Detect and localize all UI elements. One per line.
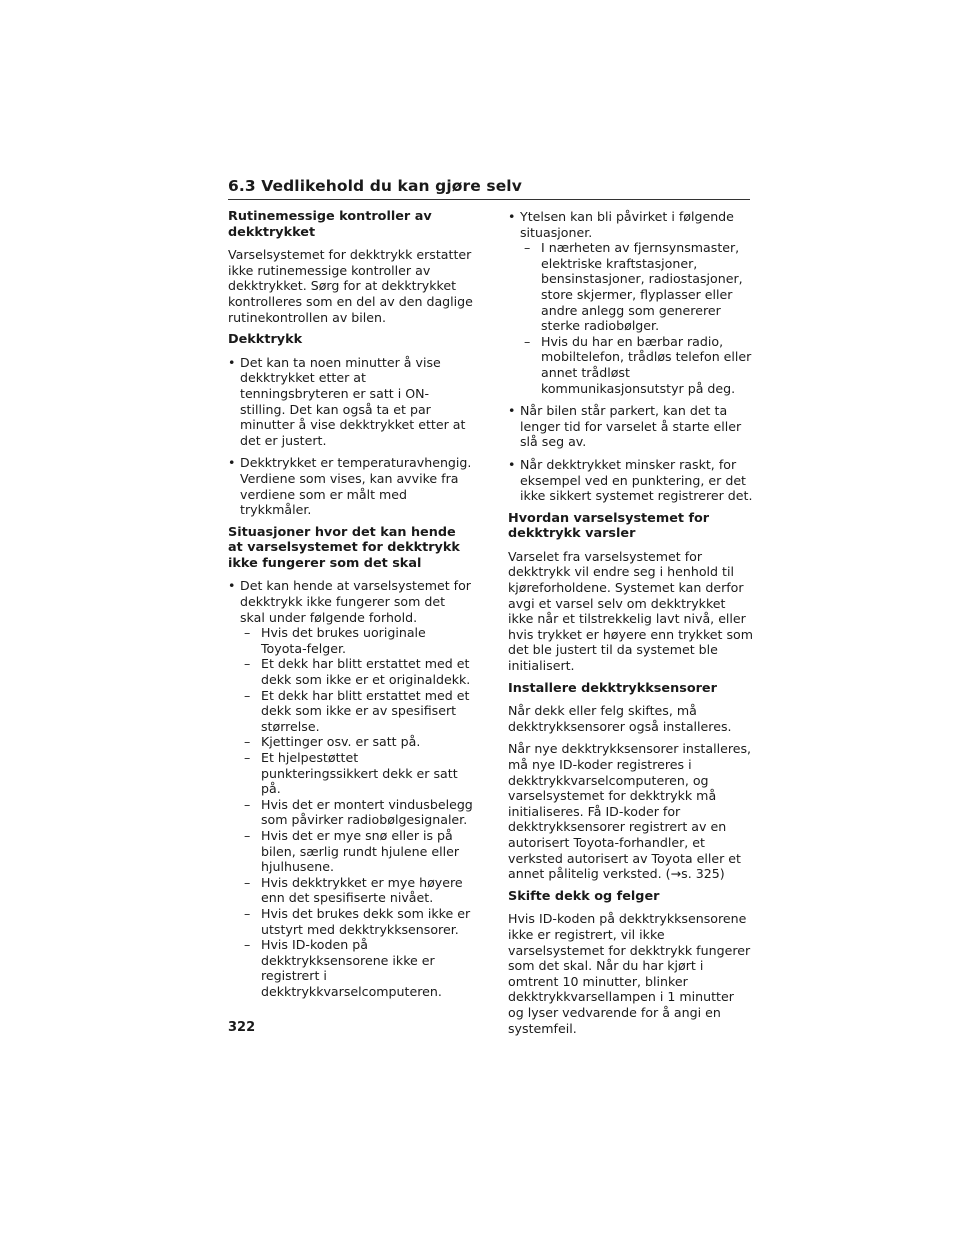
bullet-text: Dekktrykket er temperaturavhengig. Verdiene som vises, kan avvike fra verdiene som er målt med trykkmåler. [240, 455, 472, 518]
bullet-list-performance [508, 209, 753, 504]
dash-item: – Hvis du har en bærbar radio, mobiltelefon, trådløs telefon eller annet trådløst kommunikasjonsutstyr på deg. [520, 334, 753, 396]
dash-item: – Hvis det brukes dekk som ikke er utstyrt med dekktrykksensorer. [240, 906, 473, 937]
bullet-item [228, 455, 473, 517]
paragraph-how-warning-works: Varselet fra varselsystemet for dekktrykk vil endre seg i henhold til kjøreforholdene. Systemet kan derfor avgi et varsel selv om dekktrykket ikke når et tilstrekkelig lavt nivå, eller hvis trykket er høyere enn trykket som det ble justert til da systemet ble initialisert. [508, 548, 754, 674]
heading-malfunction-situations: Situasjoner hvor det kan hende at varselsystemet for dekktrykk ikke fungerer som det skal [228, 524, 460, 571]
heading-install-sensors: Installere dekktrykksensorer [508, 680, 717, 696]
bullet-item [228, 578, 473, 999]
bullet-item [508, 403, 753, 450]
left-column [228, 209, 473, 1007]
bullet-list-malfunction [228, 578, 473, 999]
section-header: 6.3 Vedlikehold du kan gjøre selv [228, 176, 750, 200]
page-number: 322 [228, 1020, 256, 1035]
dash-list-conditions [240, 625, 473, 999]
paragraph-routine-checks: Varselsystemet for dekktrykk erstatter ikke rutinemessige kontroller av dekktrykket. Sørg for at dekktrykket kontrolleres som en del av den daglige rutinekontrollen av bilen. [228, 247, 473, 325]
right-column [508, 209, 753, 1043]
dash-item: – Et dekk har blitt erstattet med et dekk som ikke er av spesifisert størrelse. [240, 688, 473, 735]
dash-item: – Hvis det er montert vindusbelegg som påvirker radiobølgesignaler. [240, 797, 473, 828]
dash-item: – Hvis dekktrykket er mye høyere enn det spesifiserte nivået. [240, 875, 473, 906]
bullet-item [508, 209, 753, 396]
dash-item: – Et dekk har blitt erstattet med et dekk som ikke er et originaldekk. [240, 656, 473, 687]
bullet-item [508, 457, 753, 504]
paragraph-change-tires: Hvis ID-koden på dekktrykksensorene ikke er registrert, vil ikke varselsystemet for dekktrykk fungerer som det skal. Når du har kjørt i omtrent 10 minutter, blinker dekktrykkvarsellampen i 1 minutter og lyser vedvarende for å angi en systemfeil. [508, 911, 751, 1036]
dash-item: – Et hjelpestøttet punkteringssikkert dekk er satt på. [240, 750, 473, 797]
heading-how-warning-works: Hvordan varselsystemet for dekktrykk varsler [508, 510, 710, 542]
paragraph-install-sensors-2: Når nye dekktrykksensorer installeres, må nye ID-koder registreres i dekktrykkvarselcomputeren, og varselsystemet for dekktrykk må initialiseres. Få ID-koder for dekktrykksensorer registrert av en autorisert Toyota-forhandler, et verksted autorisert av Toyota eller et annet pålitelig verksted. (→s. 325) [508, 741, 752, 882]
dash-list-situations [520, 240, 753, 396]
dash-item: – Hvis det er mye snø eller is på bilen, særlig rundt hjulene eller hjulhusene. [240, 828, 473, 875]
bullet-text: Når dekktrykket minsker raskt, for eksempel ved en punktering, er det ikke sikkert systemet registrerer det. [520, 456, 753, 504]
bullet-text: Det kan ta noen minutter å vise dekktrykket etter at tenningsbryteren er satt i ON-stilling. Det kan også ta et par minutter å vise dekktrykket etter at det er justert. [240, 354, 466, 448]
heading-change-tires: Skifte dekk og felger [508, 888, 660, 904]
dash-item: – Hvis det brukes uoriginale Toyota-felger. [240, 625, 473, 656]
dash-item: – I nærheten av fjernsynsmaster, elektriske kraftstasjoner, bensinstasjoner, radiostasjoner, store skjermer, flyplasser eller andre anlegg som genererer sterke radiobølger. [520, 240, 753, 334]
bullet-list-tire-pressure [228, 355, 473, 518]
heading-routine-checks: Rutinemessige kontroller av dekktrykket [228, 209, 432, 240]
bullet-text: Når bilen står parkert, kan det ta lenger tid for varselet å starte eller slå seg av. [520, 403, 742, 450]
dash-item: – Hvis ID-koden på dekktrykksensorene ikke er registrert i dekktrykkvarselcomputeren. [240, 937, 473, 999]
bullet-text: Ytelsen kan bli påvirket i følgende situasjoner. [520, 209, 734, 240]
heading-tire-pressure: Dekktrykk [228, 332, 303, 348]
bullet-text: Det kan hende at varselsystemet for dekktrykk ikke fungerer som det skal under følgende forhold. [240, 578, 471, 625]
dash-item: – Kjettinger osv. er satt på. [240, 734, 473, 750]
bullet-item [228, 355, 473, 449]
paragraph-install-sensors-1: Når dekk eller felg skiftes, må dekktrykksensorer også installeres. [508, 703, 732, 734]
